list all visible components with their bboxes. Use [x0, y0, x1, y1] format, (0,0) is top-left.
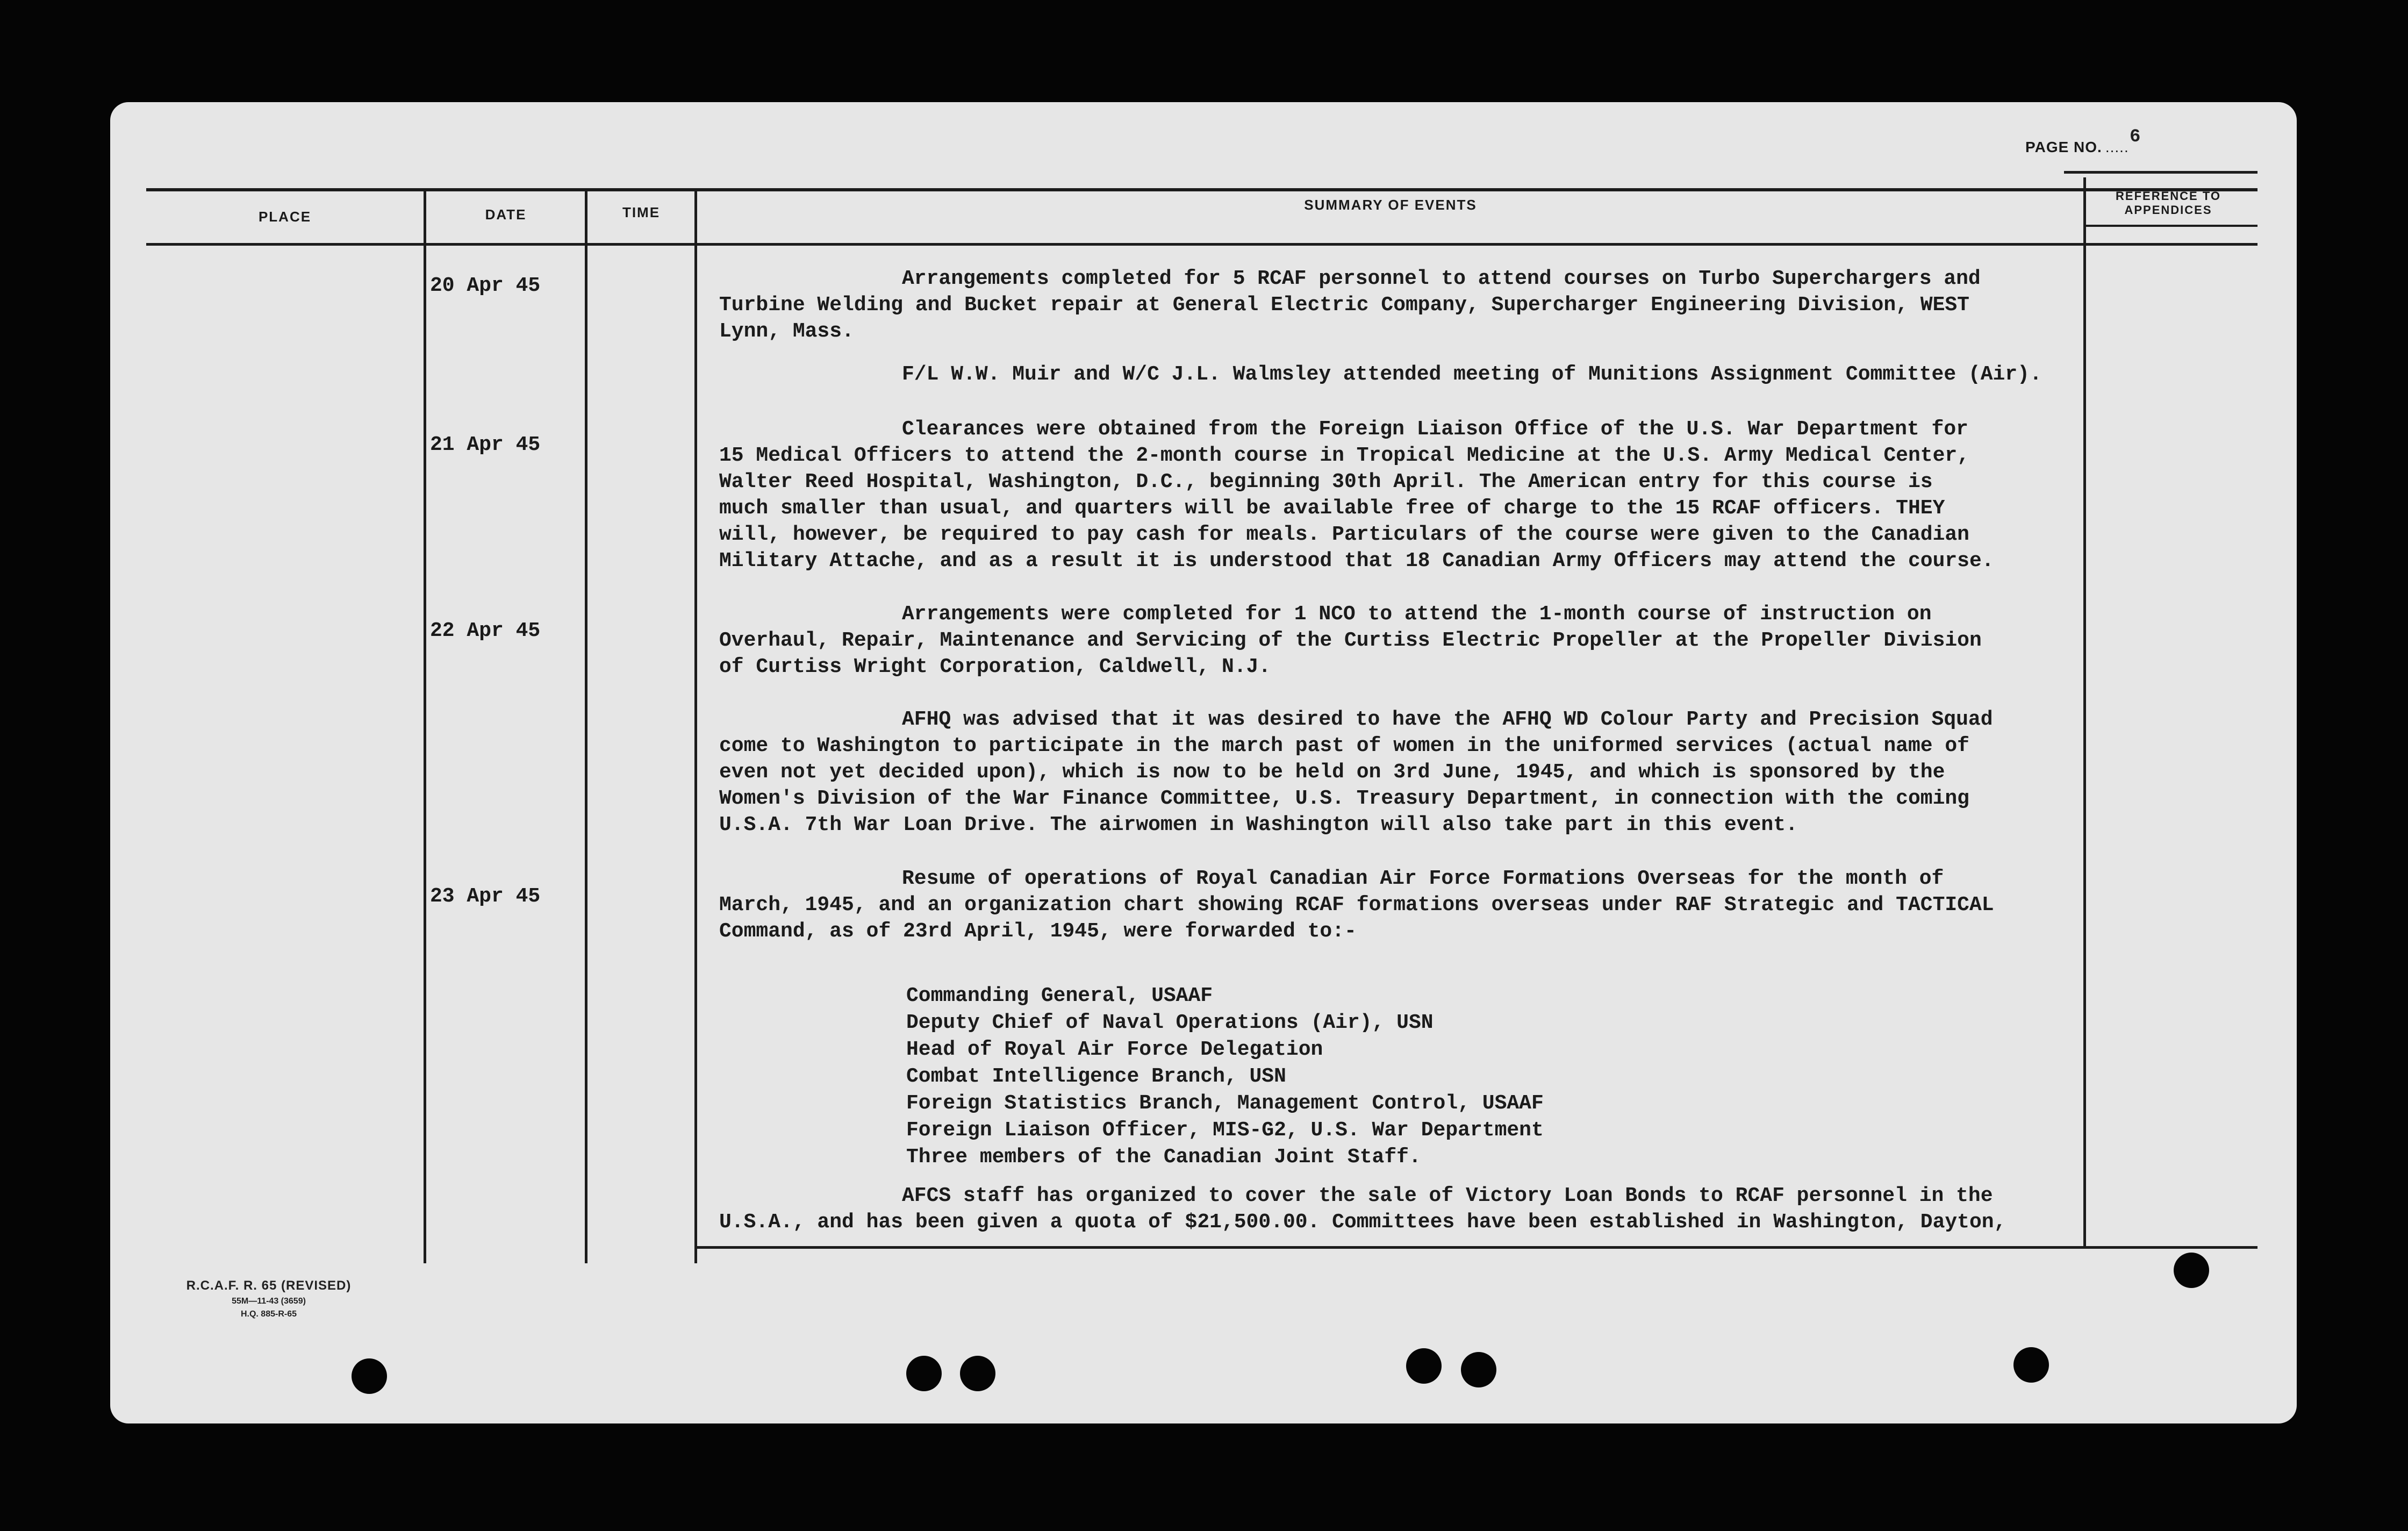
distribution-list — [906, 983, 1544, 1171]
date-entry: 22 Apr 45 — [430, 619, 541, 642]
form-number: R.C.A.F. R. 65 (REVISED) 55M—11-43 (3659) H.Q. 885-R-65 — [186, 1278, 352, 1319]
distribution-item: Three members of the Canadian Joint Staff. — [906, 1146, 1421, 1169]
date-entry: 20 Apr 45 — [430, 274, 541, 297]
page-number-label: PAGE NO. ..... — [2025, 139, 2129, 155]
distribution-item: Deputy Chief of Naval Operations (Air), USN — [906, 1011, 1434, 1034]
page-number: 6 — [2130, 127, 2141, 147]
reference-header-rule — [2086, 225, 2258, 227]
event-entry: AFHQ was advised that it was desired to have the AFHQ WD Colour Party and Precision Squad come to Washington to participate in the march past of women in the uniformed services (actual name of even not yet decided upon), which is now to be held on 3rd June, 1945, and which is sponsored by the Women's Division of the War Finance Committee, U.S. Treasury Department, in connection with the coming U.S.A. 7th War Loan Drive. The airwomen in Washington will also take part in this event. — [719, 708, 1993, 836]
event-entry: Clearances were obtained from the Foreign Liaison Office of the U.S. War Department for 15 Medical Officers to attend the 2-month course in Tropical Medicine at the U.S. Army Medical Center, Walter Reed Hospital, Washington, D.C., beginning 30th April. The American entry for this course is much smaller than usual, and quarters will be available free of charge to the 15 RCAF officers. THEY will, however, be required to pay cash for meals. Particulars of the course were given to the Canadian Military Attache, and as a result it is understood that 18 Canadian Army Officers may attend the course. — [719, 418, 1994, 573]
header-summary: SUMMARY OF EVENTS — [1304, 197, 1477, 213]
date-entry: 23 Apr 45 — [430, 885, 541, 908]
event-entry: Arrangements completed for 5 RCAF personnel to attend courses on Turbo Superchargers and Turbine Welding and Bucket repair at General Electric Company, Supercharger Engineering Division, WEST Lynn, Mass. — [719, 267, 1981, 343]
distribution-item: Foreign Liaison Officer, MIS-G2, U.S. War Department — [906, 1119, 1544, 1142]
top-rule — [146, 188, 2258, 191]
header-rule — [146, 243, 2258, 246]
punch-hole — [960, 1356, 995, 1391]
punch-hole — [2174, 1253, 2209, 1288]
header-time: TIME — [622, 204, 661, 220]
punch-hole — [906, 1356, 942, 1391]
time-summary-divider — [694, 189, 697, 1263]
event-entry: F/L W.W. Muir and W/C J.L. Walmsley attended meeting of Munitions Assignment Committee (Air). — [902, 363, 2042, 386]
distribution-item: Foreign Statistics Branch, Management Control, USAAF — [906, 1092, 1544, 1115]
header-date: DATE — [485, 206, 527, 223]
distribution-item: Commanding General, USAAF — [906, 984, 1213, 1007]
distribution-item: Head of Royal Air Force Delegation — [906, 1038, 1323, 1061]
punch-hole — [352, 1358, 387, 1394]
bottom-rule — [696, 1246, 2258, 1249]
event-entry: Arrangements were completed for 1 NCO to attend the 1-month course of instruction on Overhaul, Repair, Maintenance and Servicing of the Curtiss Electric Propeller at the Propeller Division of Curtiss Wright Corporation, Caldwell, N.J. — [719, 603, 1982, 678]
punch-hole — [1406, 1348, 1442, 1384]
event-entry: Resume of operations of Royal Canadian Air Force Formations Overseas for the month of March, 1945, and an organization chart showing RCAF formations overseas under RAF Strategic and TACTICAL Command, as of 23rd April, 1945, were forwarded to:- — [719, 867, 1994, 943]
date-time-divider — [585, 189, 587, 1263]
header-reference: REFERENCE TO APPENDICES — [2116, 189, 2221, 217]
header-place: PLACE — [258, 209, 312, 225]
punch-hole — [1461, 1352, 1496, 1387]
event-entry: AFCS staff has organized to cover the sale of Victory Loan Bonds to RCAF personnel in the U.S.A., and has been given a quota of $21,500.00. Committees have been established in Washington, Dayton, — [719, 1184, 2006, 1234]
date-entry: 21 Apr 45 — [430, 433, 541, 456]
place-date-divider — [424, 189, 426, 1263]
distribution-item: Combat Intelligence Branch, USN — [906, 1065, 1286, 1088]
punch-hole — [2013, 1347, 2049, 1383]
page-top-rule — [2064, 171, 2258, 174]
page-number-dots: ..... — [2105, 139, 2129, 155]
